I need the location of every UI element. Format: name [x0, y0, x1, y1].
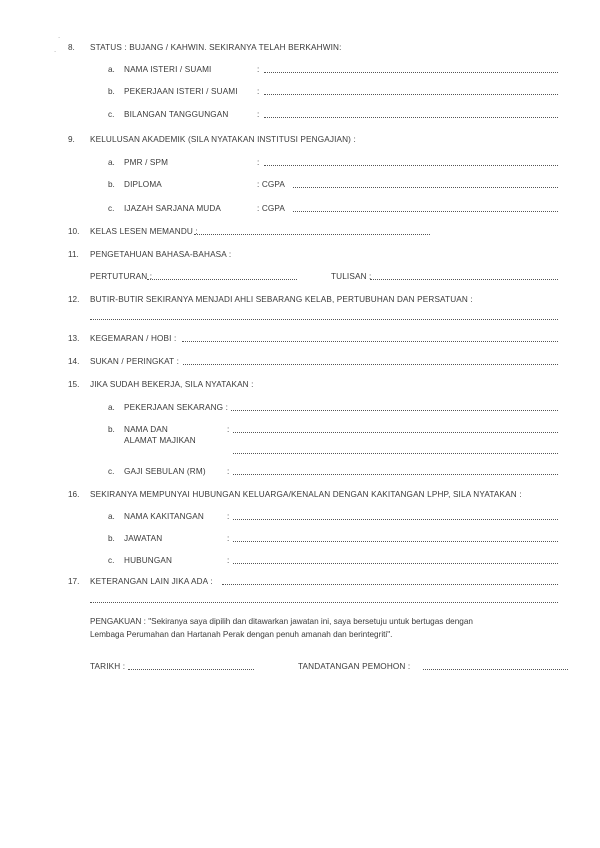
declaration-line-1: PENGAKUAN : "Sekiranya saya dipilih dan ditawarkan jawatan ini, saya bersetuju untuk bertugas dengan — [90, 617, 473, 626]
monthly-salary-field[interactable] — [233, 473, 558, 475]
s15-colon-c: : — [227, 467, 230, 476]
hobbies-field[interactable] — [182, 340, 558, 342]
s9-pmr-spm-label: PMR / SPM — [124, 158, 169, 167]
diploma-cgpa-field[interactable] — [293, 186, 558, 188]
section-12-number: 12. — [68, 295, 80, 304]
section-16-title: SEKIRANYA MEMPUNYAI HUBUNGAN KELUARGA/KENALAN DENGAN KAKITANGAN LPHP, SILA NYATAKAN : — [90, 490, 522, 499]
section-10-title: KELAS LESEN MEMANDU : — [90, 227, 198, 236]
section-11-number: 11. — [68, 250, 79, 259]
s15-item-a-letter: a. — [108, 403, 115, 412]
staff-name-field[interactable] — [233, 518, 558, 520]
staff-position-field[interactable] — [233, 540, 558, 542]
other-info-field[interactable] — [222, 583, 558, 585]
section-17-number: 17. — [68, 577, 80, 586]
other-info-field-2[interactable] — [90, 601, 558, 603]
s15-colon-b: : — [227, 425, 230, 434]
declaration-line-2: Lembaga Perumahan dan Hartanah Perak dengan penuh amanah dan berintegriti". — [90, 630, 393, 639]
s8-spouse-name-label: NAMA ISTERI / SUAMI — [124, 65, 212, 74]
written-language-label: TULISAN : — [331, 272, 372, 281]
s8-colon-b: : — [257, 87, 260, 96]
s8-item-b-letter: b. — [108, 87, 115, 96]
s9-diploma-label: DIPLOMA — [124, 180, 162, 189]
monthly-salary-label: GAJI SEBULAN (RM) — [124, 467, 206, 476]
dependents-field[interactable] — [264, 116, 558, 118]
s16-colon-a: : — [227, 512, 230, 521]
relationship-label: HUBUNGAN — [124, 556, 173, 565]
section-14-title: SUKAN / PERINGKAT : — [90, 357, 179, 366]
s15-item-b-letter: b. — [108, 425, 115, 434]
spoken-language-label: PERTUTURAN : — [90, 272, 153, 281]
employer-address-field[interactable] — [233, 452, 558, 454]
s15-item-c-letter: c. — [108, 467, 115, 476]
s9-degree-cgpa-label: : CGPA — [257, 204, 286, 213]
section-8-number: 8. — [68, 43, 75, 52]
signature-label: TANDATANGAN PEMOHON : — [298, 662, 411, 671]
employer-address-label: ALAMAT MAJIKAN — [124, 436, 196, 445]
staff-name-label: NAMA KAKITANGAN — [124, 512, 204, 521]
current-job-label: PEKERJAAN SEKARANG : — [124, 403, 229, 412]
sports-field[interactable] — [183, 363, 558, 365]
spouse-name-field[interactable] — [264, 71, 558, 73]
date-label: TARIKH : — [90, 662, 126, 671]
section-10-number: 10. — [68, 227, 80, 236]
s9-item-b-letter: b. — [108, 180, 115, 189]
s8-spouse-job-label: PEKERJAAN ISTERI / SUAMI — [124, 87, 238, 96]
staff-position-label: JAWATAN — [124, 534, 163, 543]
section-15-number: 15. — [68, 380, 80, 389]
s16-colon-c: : — [227, 556, 230, 565]
s16-item-c-letter: c. — [108, 556, 115, 565]
section-16-number: 16. — [68, 490, 80, 499]
driving-license-field[interactable] — [194, 233, 430, 235]
s9-item-c-letter: c. — [108, 204, 115, 213]
section-12-title: BUTIR-BUTIR SEKIRANYA MENJADI AHLI SEBARANG KELAB, PERTUBUHAN DAN PERSATUAN : — [90, 295, 473, 304]
pmr-spm-field[interactable] — [264, 164, 558, 166]
declaration — [90, 615, 580, 641]
s8-dependents-label: BILANGAN TANGGUNGAN — [124, 110, 229, 119]
s9-item-a-letter: a. — [108, 158, 115, 167]
relationship-field[interactable] — [233, 562, 558, 564]
s9-degree-label: IJAZAH SARJANA MUDA — [124, 204, 222, 213]
s9-colon-a: : — [257, 158, 260, 167]
section-17-title: KETERANGAN LAIN JIKA ADA : — [90, 577, 213, 586]
memberships-field[interactable] — [90, 318, 558, 320]
employer-name-label: NAMA DAN — [124, 425, 168, 434]
section-13-title: KEGEMARAN / HOBI : — [90, 334, 177, 343]
margin-mark-2: ˙ — [54, 50, 57, 60]
date-field[interactable] — [128, 668, 254, 670]
s16-item-b-letter: b. — [108, 534, 115, 543]
signature-field[interactable] — [423, 668, 568, 670]
spouse-job-field[interactable] — [264, 93, 558, 95]
s16-item-a-letter: a. — [108, 512, 115, 521]
current-job-field[interactable] — [231, 409, 558, 411]
employer-name-field[interactable] — [233, 431, 558, 433]
s8-item-a-letter: a. — [108, 65, 115, 74]
spoken-language-field[interactable] — [147, 278, 297, 280]
section-9-number: 9. — [68, 135, 75, 144]
s16-colon-b: : — [227, 534, 230, 543]
margin-mark: ˙ — [58, 36, 61, 46]
section-15-title: JIKA SUDAH BEKERJA, SILA NYATAKAN : — [90, 380, 254, 389]
degree-cgpa-field[interactable] — [293, 210, 558, 212]
section-13-number: 13. — [68, 334, 80, 343]
s9-diploma-cgpa-label: : CGPA — [257, 180, 286, 189]
section-11-title: PENGETAHUAN BAHASA-BAHASA : — [90, 250, 232, 259]
section-9-title: KELULUSAN AKADEMIK (SILA NYATAKAN INSTITUSI PENGAJIAN) : — [90, 135, 356, 144]
s8-colon-c: : — [257, 110, 260, 119]
section-14-number: 14. — [68, 357, 80, 366]
section-8-title: STATUS : BUJANG / KAHWIN. SEKIRANYA TELAH BERKAHWIN: — [90, 43, 342, 52]
s8-colon-a: : — [257, 65, 260, 74]
written-language-field[interactable] — [370, 278, 558, 280]
s8-item-c-letter: c. — [108, 110, 115, 119]
